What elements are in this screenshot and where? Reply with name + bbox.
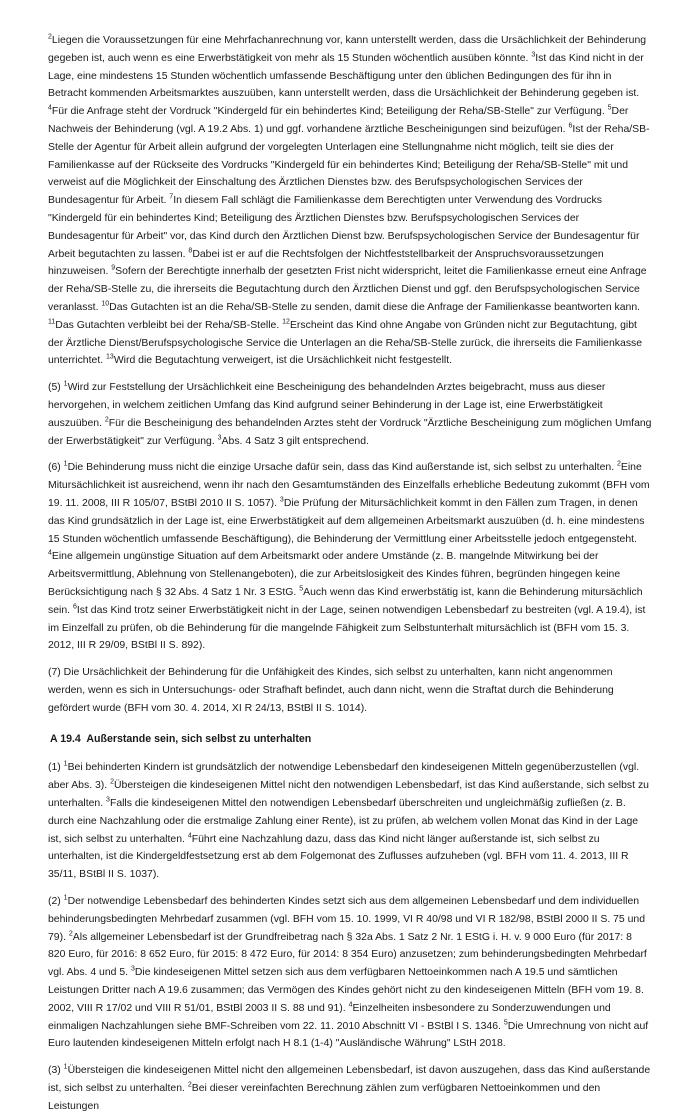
- sentence-number: 5: [299, 585, 304, 593]
- sentence-text: Bei dieser vereinfachten Berechnung zählen zum verfügbaren Nettoeinkommen und den Leistungen: [48, 1083, 601, 1112]
- sentence-number: 2: [48, 33, 52, 41]
- sentence-number: 3: [106, 796, 110, 804]
- sentence-number: 6: [568, 122, 573, 130]
- sentence-text: Falls die kindeseigenen Mittel den notwendigen Lebensbedarf überschreiten und ungleichmäßig zufließen (z. B. durch eine Nachzahlung oder die erstmalige Zahlung einer Rente), ist zu prüfen, ab welchem vollen Monat das Kind in der Lage ist, sich selbst zu unterhalten.: [48, 798, 639, 845]
- section-heading: [48, 731, 652, 747]
- sentence-number: 2: [68, 930, 73, 938]
- sentence-text: Die kindeseigenen Mittel setzen sich aus dem verfügbaren Nettoeinkommen nach A 19.5 und sämtlichen Leistungen Dritter nach A 19.6 zusammen; das Vermögen des Kindes gehört nicht zu den kindeseigenen Mitteln (BFH vom 19. 8. 2002, VIII R 17/02 und VIII R 51/01, BStBl 2003 II S. 88 und 91).: [48, 967, 644, 1014]
- paragraph: [48, 379, 652, 450]
- paragraphs-after-section: [48, 759, 652, 1115]
- paragraph-label: (7): [48, 667, 64, 679]
- sentence-number: 4: [48, 104, 52, 112]
- sentence-number: 2: [617, 460, 621, 468]
- sentence-number: 3: [531, 51, 536, 59]
- sentence-text: Der Nachweis der Behinderung (vgl. A 19.2 Abs. 1) und ggf. vorhandene ärztliche Bescheinigungen sind beizufügen.: [48, 106, 629, 135]
- paragraph: [48, 1062, 652, 1115]
- sentence-number: 13: [106, 353, 114, 361]
- sentence-text: Wird die Begutachtung verweigert, ist die Ursächlichkeit nicht festgestellt.: [113, 355, 453, 367]
- sentence-number: 3: [130, 965, 135, 973]
- paragraph-label: (5): [48, 382, 64, 394]
- sentence-text: In diesem Fall schlägt die Familienkasse dem Berechtigten unter Verwendung des Vordrucks "Kindergeld für ein behindertes Kind; Beteiligung des Ärztlichen Dienstes bzw. Berufspsychologischen Services der Bundesagentur für Arbeit" vor, das Kind durch den Ärztlichen Dienst bzw. Berufspsychologischen Service der Bundesagentur für Arbeit begutachten zu lassen.: [48, 195, 640, 260]
- sentence-number: 3: [217, 434, 222, 442]
- sentence-number: 4: [348, 1001, 353, 1009]
- sentence-text: Führt eine Nachzahlung dazu, dass das Kind nicht länger außerstande ist, sich selbst zu unterhalten, ist die Kindergeldfestsetzung erst ab dem Folgemonat des Zuflusses aufzuheben (vgl. BFH vom 11. 4. 2013, III R 35/11, BStBl II S. 1037).: [48, 833, 629, 881]
- sentence-number: 7: [169, 193, 174, 201]
- sentence-text: Die Behinderung muss nicht die einzige Ursache dafür sein, dass das Kind außerstande ist, sich selbst zu unterhalten.: [67, 462, 617, 474]
- sentence-text: Bei behinderten Kindern ist grundsätzlich der notwendige Lebensbedarf den kindeseigenen Mitteln gegenüberzustellen (vgl. aber Abs. 3).: [48, 762, 640, 792]
- sentence-number: 1: [63, 761, 68, 768]
- sentence-text: Erscheint das Kind ohne Angabe von Gründen nicht zur Begutachtung, gibt der Ärztliche Dienst/Berufspsychologische Service die Unterlagen an die Reha/SB-Stelle zurück, die ihrerseits die Familienkasse unterrichtet.: [48, 319, 643, 367]
- sentence-number: 1: [63, 1063, 68, 1071]
- paragraph: [48, 459, 652, 655]
- sentence-number: 11: [48, 318, 56, 326]
- sentence-text: Abs. 4 Satz 3 gilt entsprechend.: [221, 435, 369, 447]
- sentence-number: 1: [63, 460, 68, 468]
- sentence-text: Die Prüfung der Mitursächlichkeit kommt in den Fällen zum Tragen, in denen das Kind grundsätzlich in der Lage ist, eine Erwerbstätigkeit auf dem allgemeinen Arbeitsmarkt auszuüben (d. h. eine mindestens 15 Stunden wöchentlich umfassende Beschäftigung), die Behinderung der Vermittlung einer Arbeitsstelle jedoch entgegensteht.: [48, 497, 645, 545]
- paragraph-label: (3): [48, 1065, 64, 1077]
- section-number: A 19.4: [50, 733, 81, 746]
- sentence-text: Ist der Reha/SB-Stelle der Agentur für Arbeit allein aufgrund der vorgelegten Unterlagen eine Stellungnahme nicht möglich, teilt sie dies der Familienkasse auf der Rückseite des Vordrucks "Kindergeld für ein behindertes Kind; Beteiligung der Reha/SB-Stelle" mit und verweist auf die Möglichkeit der Einschaltung des Ärztlichen Dienstes bzw. des Berufspsychologischen Services der Bundesagentur für Arbeit.: [48, 123, 650, 207]
- sentence-number: 5: [503, 1019, 508, 1027]
- sentence-text: Für die Bescheinigung des behandelnden Arztes steht der Vordruck "Ärztliche Bescheinigung zum möglichen Umfang der Erwerbstätigkeit" zur Verfügung.: [48, 417, 652, 447]
- sentence-text: Der notwendige Lebensbedarf des behinderten Kindes setzt sich aus dem allgemeinen Lebensbedarf und dem individuellen behinderungsbedingten Mehrbedarf zusammen (vgl. BFH vom 15. 10. 1999, VI R 40/98 und VI R 182/98, BStBl 2000 II S. 75 und 79).: [48, 896, 646, 943]
- sentence-number: 12: [282, 318, 290, 326]
- sentence-text: Für die Anfrage steht der Vordruck "Kindergeld für ein behindertes Kind; Beteiligung der Reha/SB-Stelle" zur Verfügung.: [51, 106, 608, 118]
- sentence-text: Das Gutachten ist an die Reha/SB-Stelle zu senden, damit diese die Anfrage der Familienkasse beantworten kann.: [109, 301, 641, 313]
- sentence-text: Ist das Kind nicht in der Lage, eine mindestens 15 Stunden wöchentlich umfassende Beschäftigung unter den üblichen Bedingungen des für ihn in Betracht kommenden Arbeitsmarktes auszuüben, kann unterstellt werden, dass die Ursächlichkeit der Behinderung gegeben ist.: [48, 52, 644, 100]
- paragraphs-before-section: [48, 32, 652, 717]
- paragraph: [48, 32, 652, 370]
- sentence-text: Übersteigen die kindeseigenen Mittel nicht den allgemeinen Lebensbedarf, ist davon auszugehen, dass das Kind außerstande ist, sich selbst zu unterhalten.: [48, 1065, 651, 1095]
- sentence-number: 10: [101, 300, 110, 308]
- sentence-number: 2: [110, 778, 114, 786]
- sentence-text: Sofern der Berechtigte innerhalb der gesetzten Frist nicht widerspricht, leitet die Familienkasse erneut eine Anfrage der Reha/SB-Stelle zu, die ihrerseits die Begutachtung durch den Ärztlichen Dienst und ggf. den Berufspsychologischen Service veranlasst.: [48, 266, 647, 313]
- sentence-text: Übersteigen die kindeseigenen Mittel nicht den notwendigen Lebensbedarf, ist das Kind außerstande, sich selbst zu unterhalten.: [48, 780, 649, 810]
- section-title: Außerstande sein, sich selbst zu unterhalten: [86, 733, 312, 746]
- sentence-text: Als allgemeiner Lebensbedarf ist der Grundfreibetrag nach § 32a Abs. 1 Satz 2 Nr. 1 EStG i. H. v. 9 000 Euro (für 2017: 8 820 Euro, für 2016: 8 652 Euro, für 2015: 8 472 Euro, für 2014: 8 354 Euro) anzusetzen; zum behinderungsbedingten Mehrbedarf vgl. Abs. 4 und 5.: [48, 931, 647, 979]
- sentence-text: Die Ursächlichkeit der Behinderung für die Unfähigkeit des Kindes, sich selbst zu unterhalten, kann nicht angenommen werden, wenn es sich in Untersuchungs- oder Strafhaft befindet, auch dann nicht, wenn die Straftat durch die Behinderung gefördert wurde (BFH vom 30. 4. 2014, XI R 24/13, BStBl II S. 1014).: [48, 667, 614, 714]
- paragraph-label: (6): [48, 462, 64, 474]
- sentence-number: 4: [187, 832, 192, 840]
- sentence-number: 2: [187, 1081, 192, 1089]
- sentence-text: Die Umrechnung von nicht auf Euro lautenden kindeseigenen Mitteln erfolgt nach H 8.1 (1-4) "Ausländische Währung" LStH 2018.: [48, 1020, 649, 1050]
- sentence-text: Auch wenn das Kind erwerbstätig ist, kann die Behinderung mitursächlich sein.: [48, 586, 643, 616]
- sentence-text: Eine Mitursächlichkeit ist ausreichend, wenn ihr nach den Gesamtumständen des Einzelfalls erhebliche Bedeutung zukommt (BFH vom 19. 11. 2008, III R 105/07, BStBl 2010 II S. 1057).: [48, 462, 650, 509]
- paragraph-label: (2): [48, 896, 64, 908]
- sentence-text: Das Gutachten verbleibt bei der Reha/SB-Stelle.: [55, 319, 283, 331]
- sentence-text: Liegen die Voraussetzungen für eine Mehrfachanrechnung vor, kann unterstellt werden, dass die Ursächlichkeit der Behinderung gegeben ist, auch wenn es eine Erwerbstätigkeit von mehr als 15 Stunden wöchentlich ausüben könnte.: [48, 35, 647, 64]
- paragraph: [48, 893, 652, 1053]
- sentence-text: Wird zur Feststellung der Ursächlichkeit eine Bescheinigung des behandelnden Arztes beigebracht, muss aus dieser hervorgehen, in welchem zeitlichen Umfang das Kind aufgrund seiner Behinderung in der Lage ist, eine Erwerbstätigkeit auszuüben.: [48, 382, 606, 429]
- sentence-number: 4: [48, 549, 52, 557]
- sentence-text: Dabei ist er auf die Rechtsfolgen der Nichtfeststellbarkeit der Anspruchsvoraussetzungen hinzuweisen.: [48, 248, 604, 278]
- sentence-text: Eine allgemein ungünstige Situation auf dem Arbeitsmarkt oder andere Umstände (z. B. mangelnde Mitwirkung bei der Arbeitsvermittlung, Ablehnung von Stellenangeboten), die zur Arbeitslosigkeit des Kindes führen, begründen hingegen keine Berücksichtigung nach § 32 Abs. 4 Satz 1 Nr. 3 EStG.: [48, 551, 621, 598]
- sentence-text: Einzelheiten insbesondere zu Sonderzuwendungen und einmaligen Nachzahlungen siehe BMF-Schreiben vom 22. 11. 2010 Abschnitt VI - BStBl I S. 1346.: [48, 1002, 611, 1032]
- sentence-number: 3: [279, 496, 284, 504]
- paragraph: [48, 759, 652, 884]
- sentence-number: 2: [104, 416, 109, 424]
- paragraph-label: (1): [48, 762, 64, 774]
- paragraph: [48, 664, 652, 717]
- sentence-number: 8: [188, 247, 193, 255]
- sentence-number: 9: [111, 264, 116, 272]
- sentence-number: 1: [63, 894, 68, 902]
- sentence-number: 6: [72, 603, 77, 611]
- sentence-number: 5: [607, 104, 612, 112]
- sentence-number: 1: [63, 380, 68, 388]
- sentence-text: Ist das Kind trotz seiner Erwerbstätigkeit nicht in der Lage, seinen notwendigen Lebensbedarf zu bestreiten (vgl. A 19.4), ist im Einzelfall zu prüfen, ob die Behinderung für die mangelnde Fähigkeit zum Selbstunterhalt mitursächlich ist (BFH vom 15. 3. 2012, III R 29/09, BStBl II S. 892).: [48, 604, 646, 652]
